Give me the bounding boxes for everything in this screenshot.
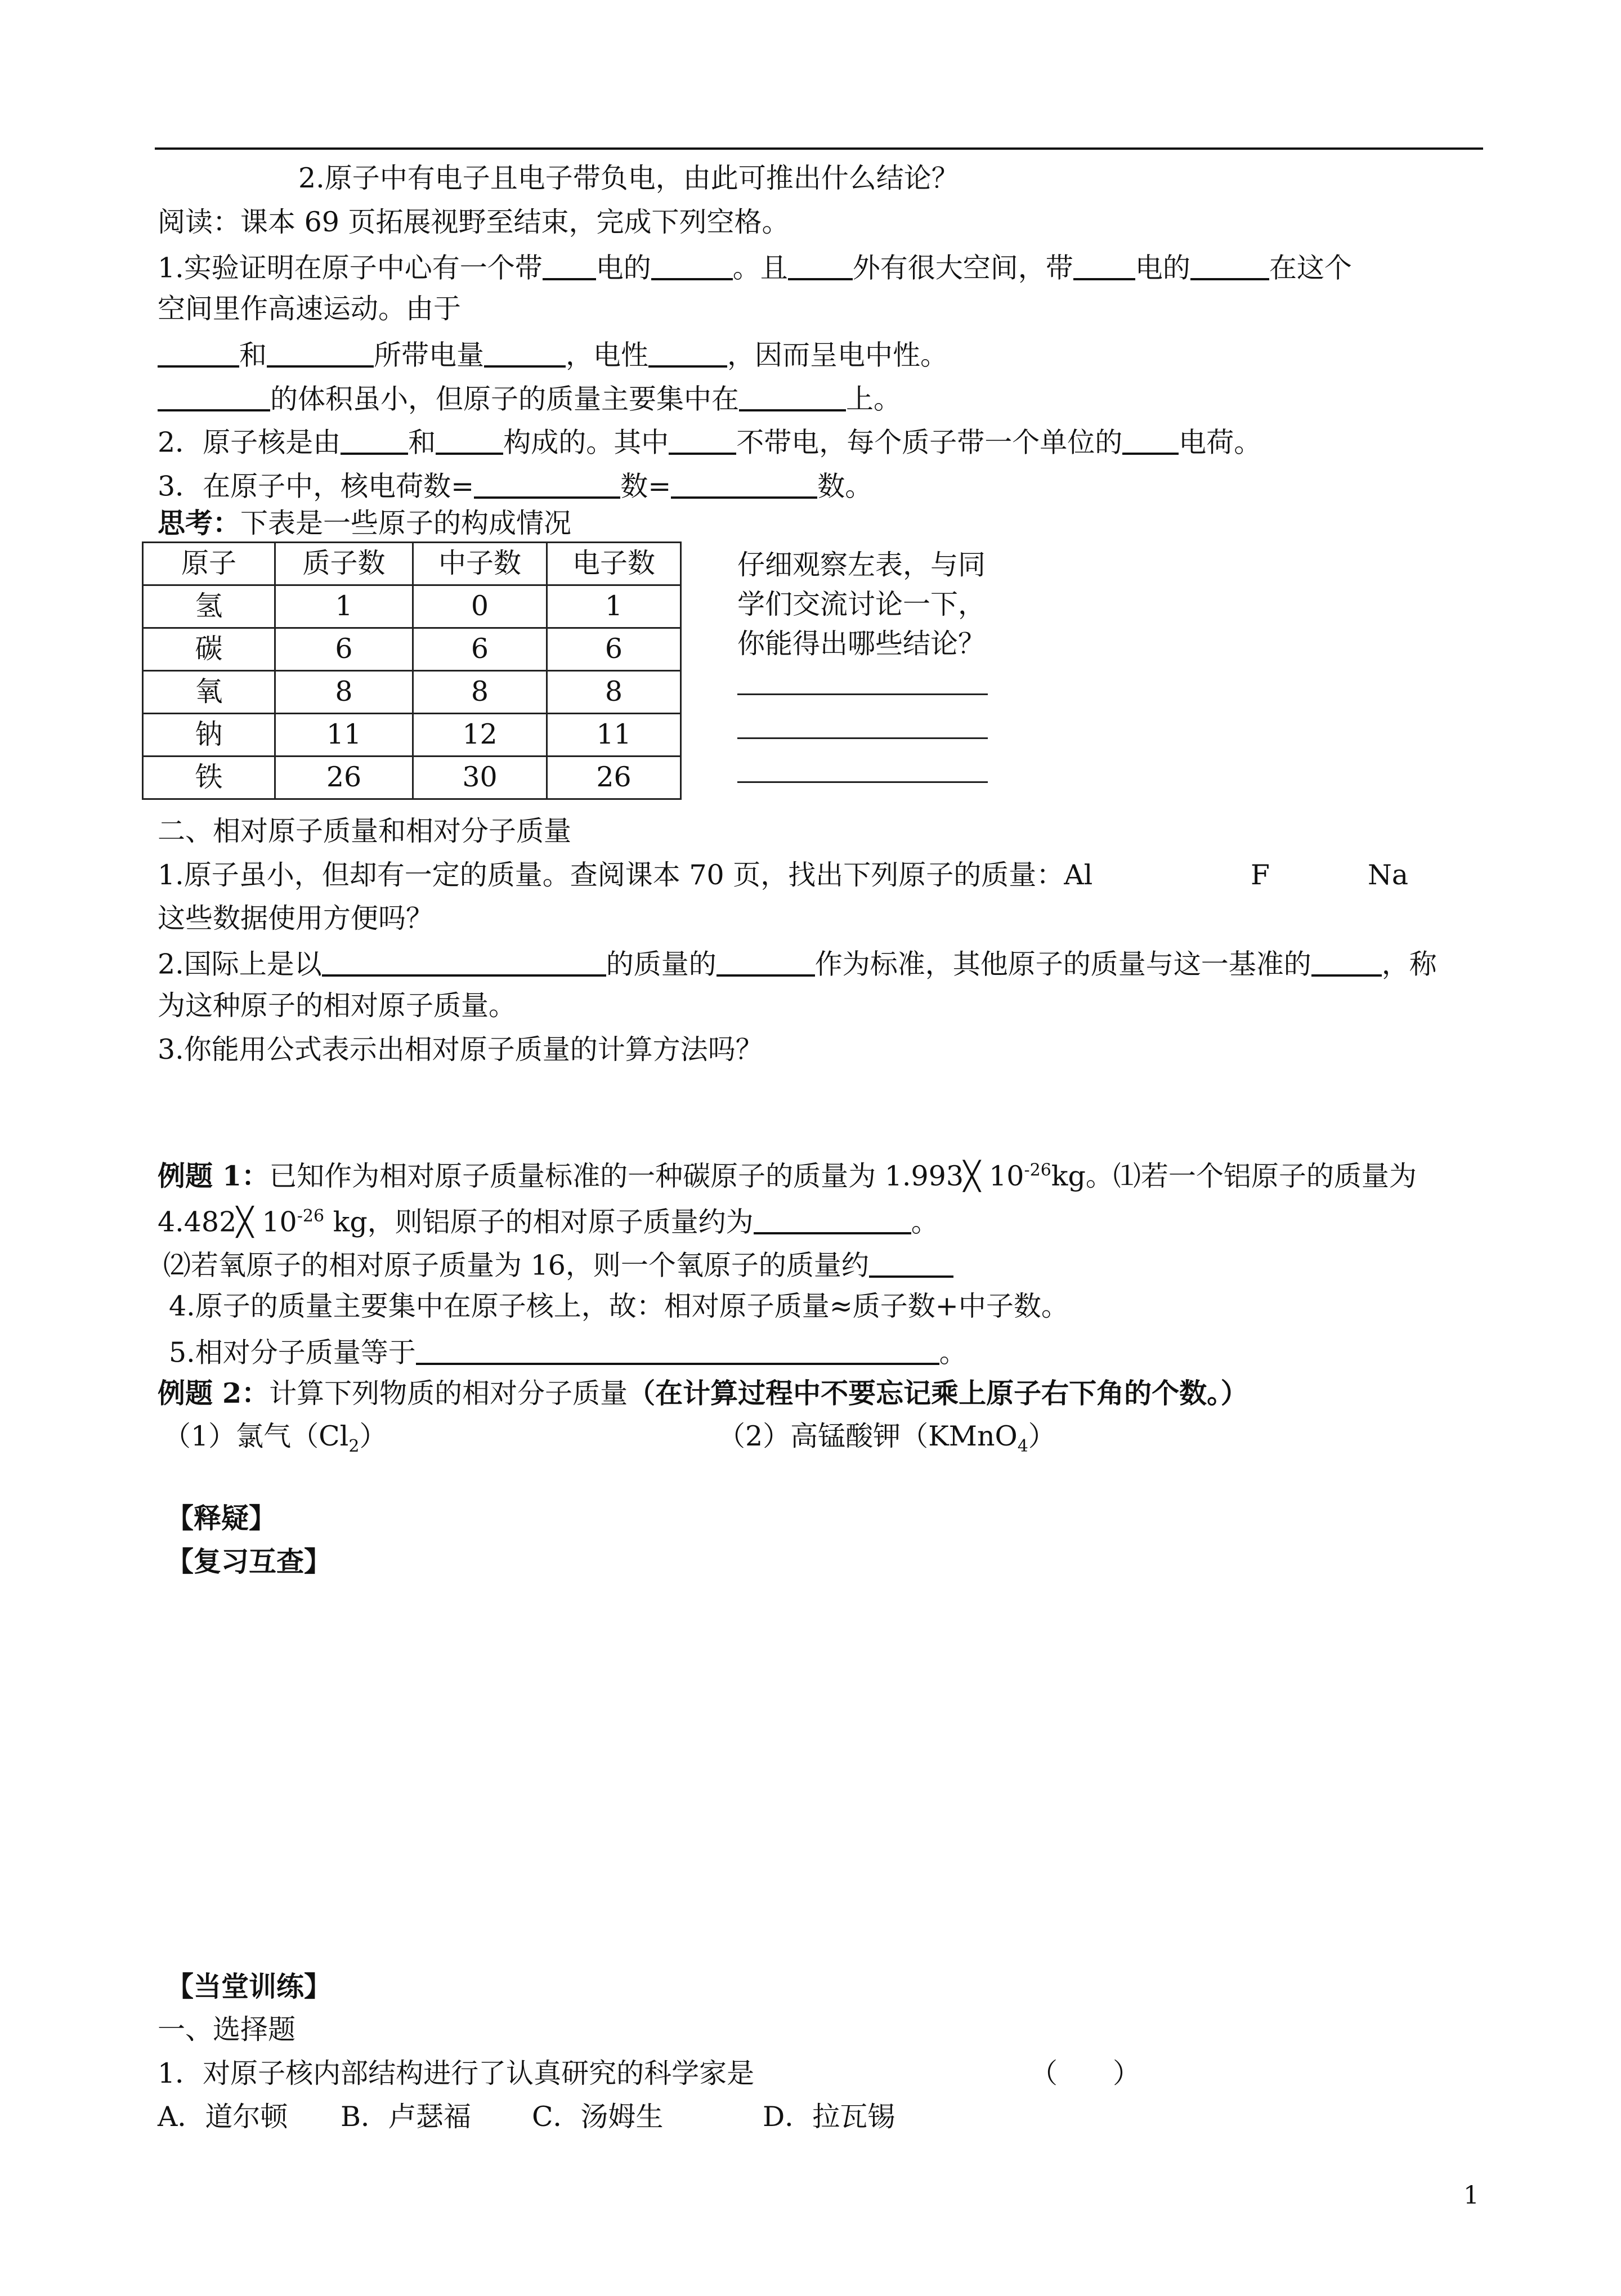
example-1: 例题 1：已知作为相对原子质量标准的一种碳原子的质量为 1.993╳ $10^{-26}kg$。⑴若一个铝原子的质量为 xyxy=(158,1160,1417,1192)
statement-2: 2．原子核是由 和 构成的。其中 不带电，每个质子带一个单位的 电荷。 xyxy=(158,424,1261,459)
element-na: Na xyxy=(1368,859,1409,891)
table-cell: 11 xyxy=(275,714,413,757)
table-cell: 1 xyxy=(275,585,413,628)
element-f: F xyxy=(1251,859,1270,891)
blank xyxy=(474,468,620,499)
page-number: 1 xyxy=(1463,2181,1479,2210)
header-rule xyxy=(155,147,1483,150)
note-4: 4.原子的质量主要集中在原子核上，故：相对原子质量≈质子数+中子数。 xyxy=(169,1290,1069,1322)
blank xyxy=(651,249,733,280)
blank xyxy=(648,337,727,368)
heading-dangtang: 【当堂训练】 xyxy=(166,1970,332,2003)
table-row xyxy=(143,714,681,757)
blank xyxy=(267,337,374,368)
blank xyxy=(869,1247,953,1278)
reading-instruction: 阅读：课本 69 页拓展视野至结束，完成下列空格。 xyxy=(158,206,790,238)
blank xyxy=(484,337,566,368)
table-cell: 30 xyxy=(413,757,547,799)
section-2-p3: 3.你能用公式表示出相对原子质量的计算方法吗？ xyxy=(158,1033,763,1066)
table-cell: 12 xyxy=(413,714,547,757)
blank xyxy=(1122,424,1179,455)
times-sign: ╳ xyxy=(964,1160,980,1192)
table-header: 电子数 xyxy=(547,543,681,585)
section-2-title: 二、相对原子质量和相对分子质量 xyxy=(158,815,572,847)
blank xyxy=(788,249,853,280)
exercise-q1: 1．对原子核内部结构进行了认真研究的科学家是 xyxy=(158,2057,755,2089)
table-cell: 氢 xyxy=(143,585,275,628)
table-header: 质子数 xyxy=(275,543,413,585)
think-heading: 思考：下表是一些原子的构成情况 xyxy=(158,507,572,539)
option-d: D．拉瓦锡 xyxy=(763,2101,895,2133)
example-2-item-1: （1）氯气$(Cl_2)$ xyxy=(163,1420,387,1456)
table-cell: 8 xyxy=(275,671,413,714)
statement-1-line2: 空间里作高速运动。由于 xyxy=(158,293,462,325)
statement-1: 1.实验证明在原子中心有一个带 电的 。且 外有很大空间，带 电的 在这个 xyxy=(158,249,1352,285)
table-row xyxy=(143,671,681,714)
exercise-title: 一、选择题 xyxy=(158,2013,296,2046)
option-c: C．汤姆生 xyxy=(532,2101,664,2133)
think-prompt-line: 学们交流讨论一下， xyxy=(737,588,986,620)
table-cell: 6 xyxy=(547,628,681,671)
section-2-p1b: 这些数据使用方便吗？ xyxy=(158,902,434,934)
table-cell: 6 xyxy=(413,628,547,671)
blank xyxy=(671,468,817,499)
example-2-item-2: （2）高锰酸钾（KMnO$_4$） xyxy=(718,1420,1056,1456)
answer-line xyxy=(737,737,988,739)
blank xyxy=(158,337,239,368)
table-cell: 26 xyxy=(275,757,413,799)
table-cell: 8 xyxy=(547,671,681,714)
section-2-p2: 2.国际上是以 的质量的 作为标准，其他原子的质量与这一基准的 ，称 xyxy=(158,946,1437,981)
table-cell: 0 xyxy=(413,585,547,628)
blank xyxy=(543,249,596,280)
blank xyxy=(1073,249,1135,280)
table-row xyxy=(143,757,681,799)
option-b: B．卢瑟福 xyxy=(341,2101,472,2133)
table-header: 原子 xyxy=(143,543,275,585)
section-2-p1: 1.原子虽小，但却有一定的质量。查阅课本 70 页，找出下列原子的质量：Al xyxy=(158,859,1093,891)
blank xyxy=(1190,249,1269,280)
answer-parentheses: （ ） xyxy=(1030,2057,1141,2089)
table-header-row xyxy=(143,543,681,585)
atom-composition-table xyxy=(142,541,682,800)
blank xyxy=(1311,946,1382,977)
blank xyxy=(436,424,503,455)
blank xyxy=(754,1203,911,1234)
times-sign: ╳ xyxy=(236,1206,253,1238)
table-cell: 26 xyxy=(547,757,681,799)
heading-fuxi: 【复习互查】 xyxy=(166,1545,332,1578)
blank xyxy=(158,381,270,411)
statement-1-line4: 的体积虽小，但原子的质量主要集中在 上。 xyxy=(158,381,901,416)
table-cell: 氧 xyxy=(143,671,275,714)
table-cell: 钠 xyxy=(143,714,275,757)
table-row xyxy=(143,628,681,671)
table-cell: 1 xyxy=(547,585,681,628)
question-2: 2.原子中有电子且电子带负电，由此可推出什么结论？ xyxy=(298,162,959,194)
example-1-line2: 4.482╳ $10^{-26}$ kg，则铝原子的相对原子质量约为 。 xyxy=(158,1203,939,1239)
option-a: A．道尔顿 xyxy=(158,2101,288,2133)
statement-1-line3: 和 所带电量 ，电性 ，因而呈电中性。 xyxy=(158,337,948,372)
blank xyxy=(341,424,408,455)
example-2: 例题 2：计算下列物质的相对分子质量（在计算过程中不要忘记乘上原子右下角的个数。） xyxy=(158,1377,1248,1409)
table-row xyxy=(143,585,681,628)
table-cell: 6 xyxy=(275,628,413,671)
section-2-p2-line2: 为这种原子的相对原子质量。 xyxy=(158,990,517,1022)
answer-line xyxy=(737,781,988,783)
statement-3: 3．在原子中，核电荷数= 数= 数。 xyxy=(158,468,872,503)
blank xyxy=(669,424,736,455)
example-1-line3: ⑵若氧原子的相对原子质量为 16，则一个氧原子的质量约 xyxy=(163,1247,953,1282)
answer-line xyxy=(737,693,988,695)
table-cell: 8 xyxy=(413,671,547,714)
note-5: 5.相对分子质量等于 。 xyxy=(169,1334,967,1369)
heading-shiyi: 【释疑】 xyxy=(166,1502,277,1534)
blank xyxy=(717,946,815,977)
table-cell: 碳 xyxy=(143,628,275,671)
blank xyxy=(322,946,606,977)
blank xyxy=(416,1334,939,1365)
think-prompt-line: 仔细观察左表，与同 xyxy=(737,549,986,581)
table-cell: 铁 xyxy=(143,757,275,799)
table-header: 中子数 xyxy=(413,543,547,585)
think-prompt-line: 你能得出哪些结论？ xyxy=(737,628,986,660)
table-cell: 11 xyxy=(547,714,681,757)
blank xyxy=(739,381,846,411)
